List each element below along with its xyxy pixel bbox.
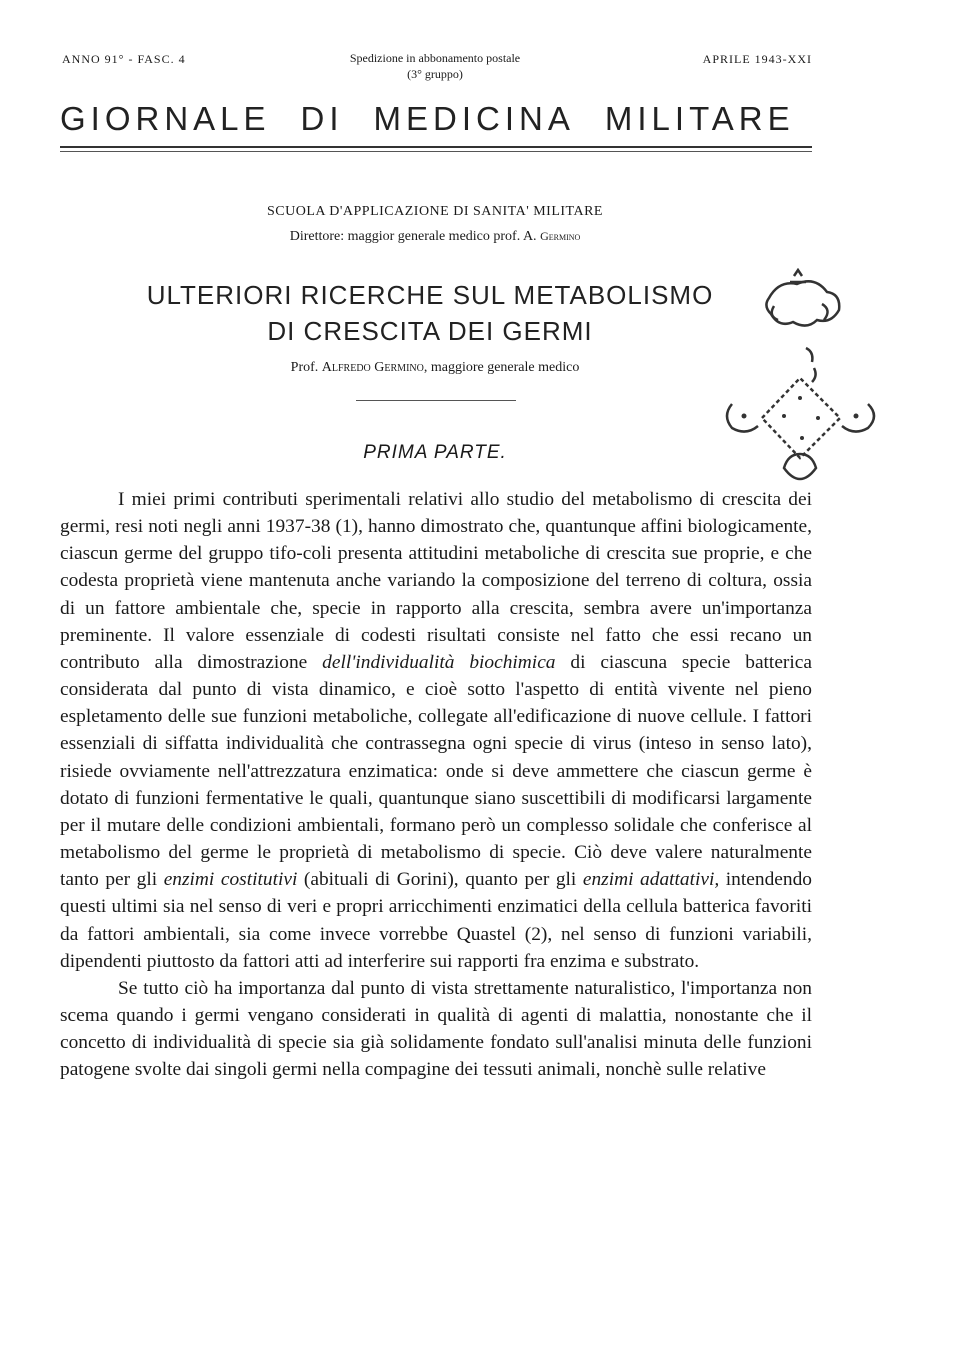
director-name: Germino	[540, 229, 581, 243]
postal-note	[300, 50, 570, 82]
paragraph-text: intendendo questi ultimi sia nel senso di veri e propri arricchimenti enzimatici della cellula batterica favoriti da fattori ambientali, sia come invece vorrebbe Quastel (2), nel senso di funzioni variabili, dipendenti piuttosto da fattori atti ad interferire sui rapporti fra enzima e substrato.	[60, 869, 812, 972]
article-title-line2: DI CRESCITA DEI GERMI	[267, 316, 593, 346]
paragraph-text: I miei primi contributi sperimentali relativi allo studio del metabolismo di crescita dei germi, resi noti negli anni 1937-38 (1), hanno dimostrato che, quantunque affini biologicamente, ciascun germe del gruppo tifo-coli presenta attitudini metaboliche di crescita sue proprie, e che codesta proprietà viene mantenuta anche variando la composizione del terreno di coltura, ossia di un fattore ambientale che, specie in rapporto alla crescita, sembra avere un'importanza preminente. Il valore essenziale di codesti risultati consiste nel fatto che essi recano un contributo alla dimostrazione	[60, 489, 812, 673]
director-line	[180, 229, 690, 245]
library-stamp-icon	[714, 268, 884, 490]
paragraph-text: (abituali di Gorini), quanto per gli	[303, 869, 577, 891]
author-title: maggiore generale medico	[430, 360, 580, 375]
school-name: SCUOLA D'APPLICAZIONE DI SANITA' MILITARE	[267, 204, 603, 219]
paragraph	[60, 486, 812, 975]
postal-note-line1: Spedizione in abbonamento postale	[349, 51, 521, 65]
emphasis-text: enzimi adattativi,	[582, 869, 720, 891]
section-heading: PRIMA PARTE.	[363, 442, 507, 463]
director-prefix: Direttore: maggior generale medico prof. A.	[289, 229, 537, 244]
header-rule-thin	[60, 151, 812, 152]
journal-word: MEDICINA	[373, 100, 575, 137]
title-divider	[356, 400, 516, 401]
paragraph: Se tutto ciò ha importanza dal punto di vista strettamente naturalistico, l'importanza non scema quando i germi vengano considerati in qualità di agenti di malattia, nonostante che il concetto di individualità di specie sia già solidamente fondato sull'analisi minuta delle funzioni patogene svolte dai singoli germi nella compagine dei tessuti animali, nonchè sulle relative	[60, 977, 812, 1081]
author-line	[180, 360, 690, 376]
issue-date: APRILE 1943-XXI	[702, 52, 812, 66]
article-body	[60, 486, 812, 1083]
author-name: Alfredo Germino,	[321, 360, 428, 375]
emphasis-text: enzimi costitutivi	[163, 869, 298, 891]
article-title-line1: ULTERIORI RICERCHE SUL METABOLISMO	[146, 280, 714, 310]
paragraph-text: di ciascuna specie batterica considerata dal punto di vista dinamico, e cioè sotto l'aspetto di entità vivente nel pieno espletamento delle sue funzioni metaboliche, collegate all'edificazione di nuove cellule. I fattori essenziali di siffatta individualità che contrassegna ogni specie di virus (inteso in senso lato), risiede ovviamente nell'attrezzatura enzimatica: onde si deve ammettere che ciascun germe è dotato di funzioni fermentative le quali, quantunque siano suscettibili di modificarsi largamente per il mutare delle condizioni ambientali, formano però un complesso solidale che conferisce al metabolismo del germe le proprietà di metabolismo di specie. Ciò deve valere naturalmente tanto per gli	[60, 651, 812, 891]
postal-note-line2: (3° gruppo)	[407, 67, 463, 81]
author-prefix: Prof.	[290, 360, 319, 375]
journal-title	[60, 100, 820, 138]
header-rule	[60, 146, 812, 148]
journal-word: GIORNALE	[60, 100, 271, 137]
issue-info: ANNO 91° - FASC. 4	[62, 52, 186, 66]
journal-word: MILITARE	[604, 100, 795, 137]
journal-word: DI	[300, 100, 344, 137]
emphasis-text: dell'individualità biochimica	[322, 651, 556, 673]
